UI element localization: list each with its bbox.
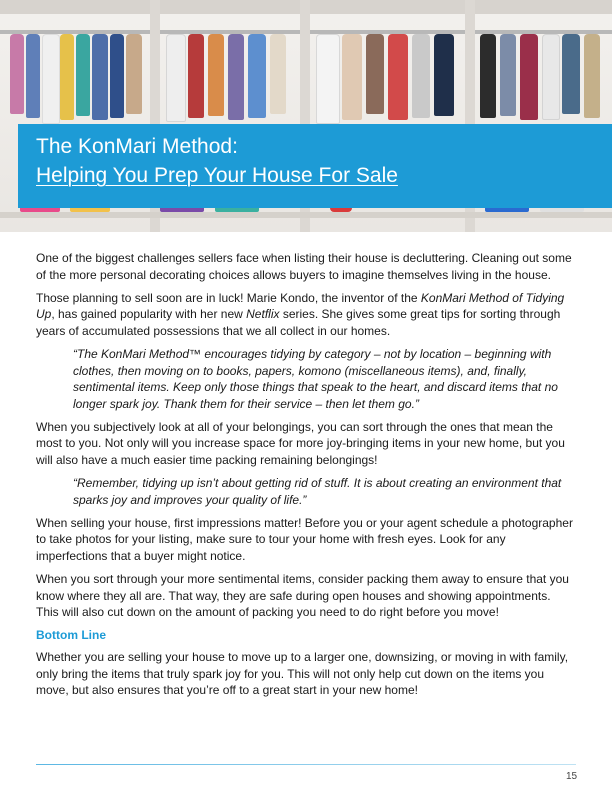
section-heading: Bottom Line xyxy=(36,628,106,643)
hanging-blouse xyxy=(434,34,454,116)
hanging-shirt xyxy=(110,34,124,118)
hanging-shirt xyxy=(248,34,266,118)
paragraph: Whether you are selling your house to move up to a larger one, downsizing, or moving in with family, only bring the items that truly spark joy for you. This will not only help cut down on the items you move, but also ensures that you’re off to a great start in your new home! xyxy=(36,649,569,698)
series-name: Netflix xyxy=(246,307,280,322)
hanging-shirt xyxy=(10,34,24,114)
paragraph: When selling your house, first impressions matter! Before you or your agent schedule a photographer to take photos for your listing, make sure to tour your home with fresh eyes. Look for any imperfections that a buyer might notice. xyxy=(36,515,573,563)
paragraph: When you subjectively look at all of your belongings, you can sort through the ones that mean the most to you. Not only will you increase space for more joy-bringing items in your new home, but you will also have a much easier time packing remaining belongings! xyxy=(36,419,565,468)
hanging-blouse xyxy=(342,34,362,120)
page-number: 15 xyxy=(566,771,578,782)
hanging-jacket xyxy=(562,34,580,114)
hanging-shirt xyxy=(208,34,224,116)
hanging-shirt xyxy=(92,34,108,120)
hanging-shirt xyxy=(60,34,74,120)
text-run: Those planning to sell soon are in luck! Marie Kondo, the inventor of the xyxy=(36,290,421,305)
text-run: , has gained popularity with her new xyxy=(51,307,247,322)
block-quote: “Remember, tidying up isn’t about getting rid of stuff. It is about creating an environment that sparks joy and improves your quality of life.” xyxy=(73,476,562,507)
hanging-shirt xyxy=(126,34,142,114)
method-name: KonMari Method of Tidying Up xyxy=(36,290,565,322)
lower-shelf xyxy=(0,212,612,218)
hanging-jacket xyxy=(584,34,600,118)
hanging-shirt xyxy=(270,34,286,114)
hanging-blouse xyxy=(412,34,430,118)
hanging-shirt xyxy=(26,34,40,118)
hanging-jacket xyxy=(520,34,538,120)
hanging-shirt xyxy=(228,34,244,120)
hanging-jacket xyxy=(480,34,496,118)
title-banner xyxy=(18,124,612,208)
paragraph xyxy=(36,290,576,340)
hanging-shirt xyxy=(42,34,60,124)
paragraph: When you sort through your more sentimental items, consider packing them away to ensure that you know where they all are. That way, they are safe during open houses and showing appointments. This will also cut down on the amount of packing you need to do right before you move! xyxy=(36,572,569,620)
paragraph: One of the biggest challenges sellers face when listing their house is decluttering. Cleaning out some of the more personal decorating choices allows buyers to imagine themselves living in the house. xyxy=(36,251,572,282)
hanging-shirt xyxy=(76,34,90,116)
text-run: series. She gives some great tips for sorting through years of accumulated possessions that we all collect in our homes. xyxy=(36,307,561,338)
hanging-blouse xyxy=(388,34,408,120)
page-title: The KonMari Method: xyxy=(36,135,238,158)
hanging-jacket xyxy=(542,34,560,120)
closet-hero-image xyxy=(0,0,612,232)
footer-divider xyxy=(36,764,576,765)
page-subtitle: Helping You Prep Your House For Sale xyxy=(36,164,398,187)
hanging-jacket xyxy=(500,34,516,116)
hanging-blouse xyxy=(316,34,340,124)
hanging-shirt xyxy=(166,34,186,122)
hanging-blouse xyxy=(366,34,384,114)
article-body xyxy=(36,250,576,705)
hanging-shirt xyxy=(188,34,204,118)
block-quote: “The KonMari Method™ encourages tidying by category – not by location – beginning with clothes, then moving on to books, papers, komono (miscellaneous items), and, finally, sentimental items. Keep only those things that speak to the heart, and discard items that no longer spark joy. Thank them for their service – then let them go.” xyxy=(73,346,558,411)
